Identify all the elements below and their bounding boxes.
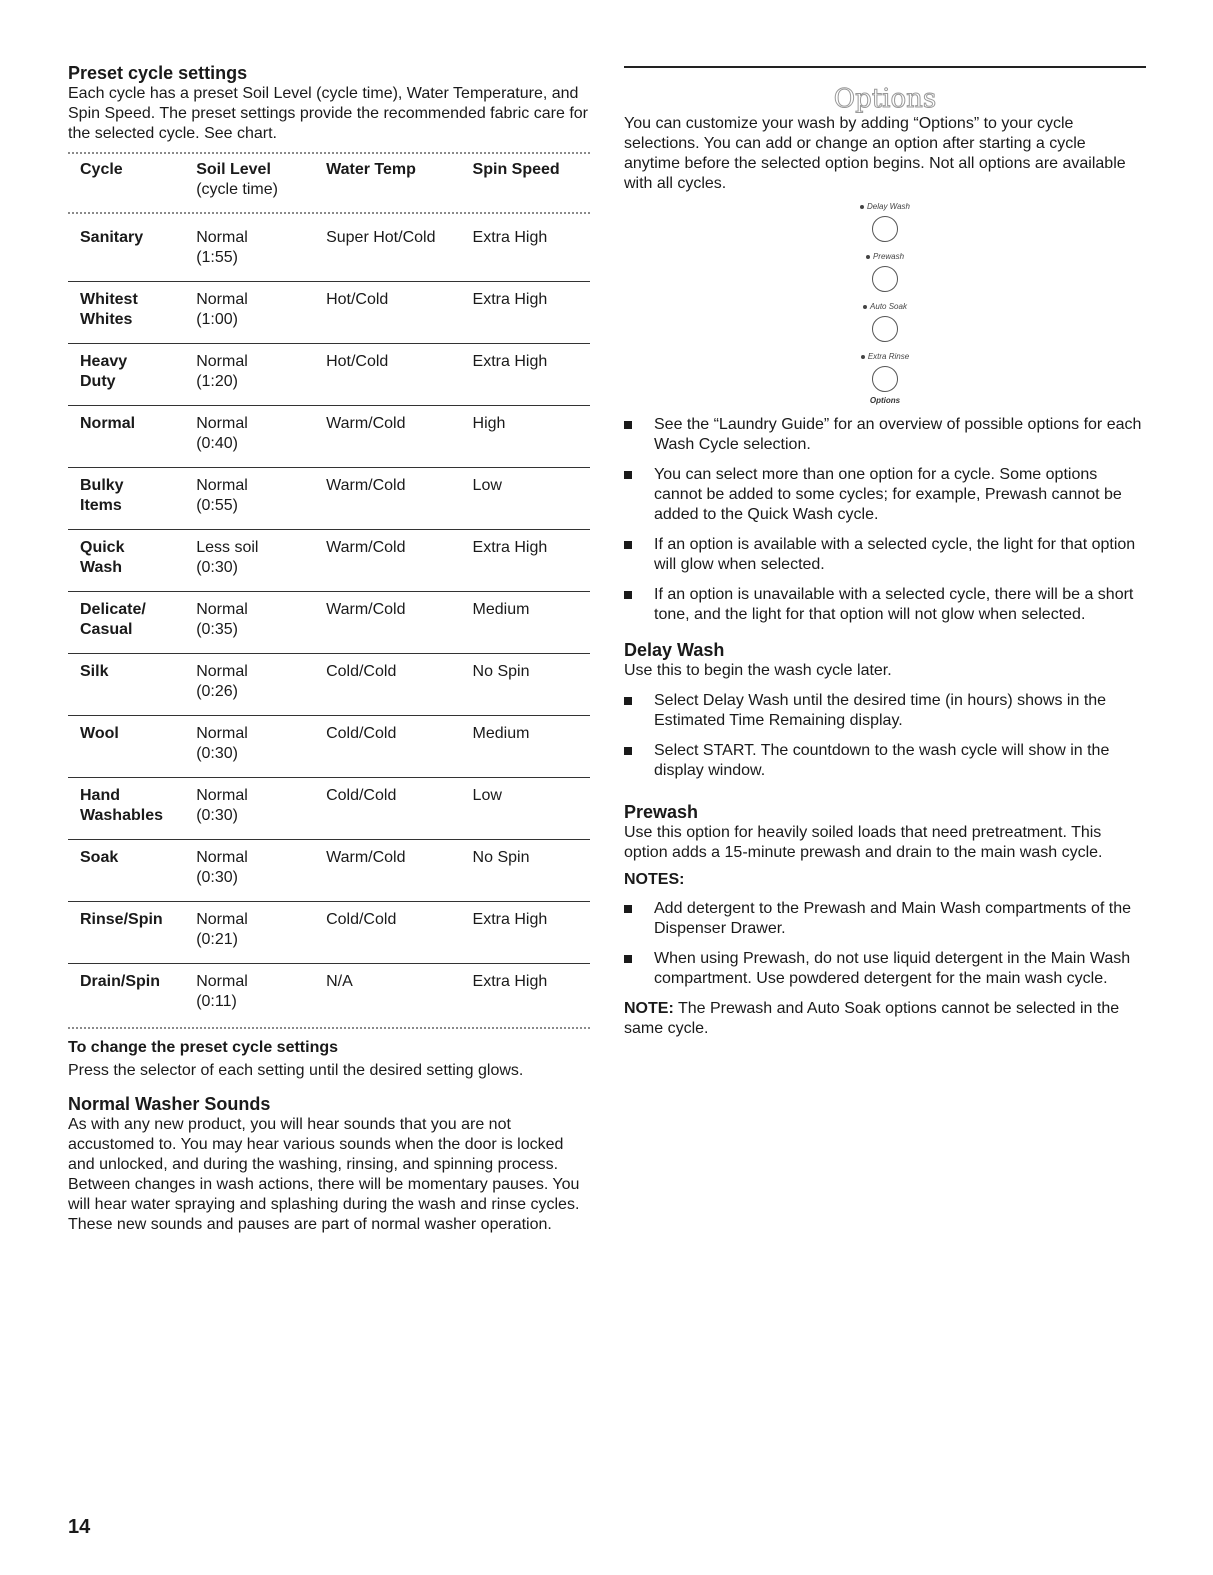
table-header-rule [68, 212, 590, 214]
prewash-note [624, 999, 1146, 1039]
water-cell [326, 352, 472, 405]
table-row [68, 344, 590, 406]
water-cell [326, 228, 472, 281]
soil-cell [196, 538, 326, 591]
cycle-cell-line1: Drain/Spin [80, 973, 161, 990]
soil-cell-line2: (0:55) [196, 497, 238, 514]
water-cell [326, 910, 472, 963]
note-text: The Prewash and Auto Soak options cannot be selected in the same cycle. [624, 1000, 1120, 1037]
left-column [68, 62, 590, 1235]
cycle-cell [80, 538, 196, 591]
spin-cell-line1: No Spin [472, 663, 530, 680]
soil-cell-line1: Normal [196, 291, 248, 308]
soil-cell-line2: (0:40) [196, 435, 238, 452]
table-row [68, 282, 590, 344]
options-panel [825, 202, 945, 405]
cycle-cell-line1: Rinse/Spin [80, 911, 163, 928]
list-item: If an option is available with a selected cycle, the light for that option will glow when selected. [624, 535, 1146, 575]
delay-title: Delay Wash [624, 640, 725, 660]
spin-cell-line1: Extra High [472, 291, 548, 308]
table-row [68, 654, 590, 716]
spin-cell-line1: Extra High [472, 229, 548, 246]
soil-cell-line2: (1:20) [196, 373, 238, 390]
options-intro: You can customize your wash by adding “Options” to your cycle selections. You can add or change an option after starting a cycle anytime before the selected option begins. Not all options are available with all cycles. [624, 115, 1126, 192]
prewash-bullets [624, 899, 1146, 989]
cycle-cell-line2: Items [80, 497, 122, 514]
extra-rinse-button-icon [872, 366, 898, 392]
notes-title: NOTES: [624, 871, 685, 888]
list-item: You can select more than one option for a cycle. Some options cannot be added to some cycles; for example, Prewash cannot be added to the Quick Wash cycle. [624, 465, 1146, 525]
preset-body: Each cycle has a preset Soil Level (cycle time), Water Temperature, and Spin Speed. The preset settings provide the recommended fabric care for the selected cycle. See chart. [68, 85, 588, 142]
soil-cell [196, 972, 326, 1025]
cycle-cell-line2: Duty [80, 373, 116, 390]
header-cycle: Cycle [80, 161, 123, 178]
water-cell [326, 476, 472, 529]
water-cell-line1: Cold/Cold [326, 911, 397, 928]
table-row [68, 902, 590, 964]
header-water: Water Temp [326, 161, 416, 178]
header-soil-sub: (cycle time) [196, 181, 278, 198]
spin-cell [473, 848, 578, 901]
cycle-cell [80, 724, 196, 777]
water-cell-line1: Cold/Cold [326, 725, 397, 742]
water-cell [326, 538, 472, 591]
water-cell-line1: Cold/Cold [326, 787, 397, 804]
cycle-cell [80, 228, 196, 281]
soil-cell-line2: (1:00) [196, 311, 238, 328]
soil-cell-line2: (0:30) [196, 559, 238, 576]
water-cell [326, 724, 472, 777]
spin-cell-line1: Low [472, 477, 502, 494]
sounds-body: As with any new product, you will hear sounds that you are not accustomed to. You may hear various sounds when the door is locked and unlocked, and during the washing, rinsing, and spinning process. Between changes in wash actions, there will be momentary pauses. You will hear water spraying and splashing during the wash and rinse cycles. These new sounds and pauses are part of normal washer operation. [68, 1116, 580, 1233]
table-row [68, 840, 590, 902]
indicator-light-icon [866, 255, 870, 259]
soil-cell-line1: Normal [196, 725, 248, 742]
list-item: Add detergent to the Prewash and Main Wash compartments of the Dispenser Drawer. [624, 899, 1146, 939]
spin-cell-line1: Medium [472, 601, 530, 618]
water-cell [326, 414, 472, 467]
header-soil [196, 160, 326, 212]
cycle-cell-line1: Bulky [80, 477, 124, 494]
soil-cell [196, 600, 326, 653]
spin-cell-line1: Medium [472, 725, 530, 742]
water-cell-line1: Warm/Cold [326, 601, 406, 618]
sounds-title: Normal Washer Sounds [68, 1094, 271, 1114]
cycle-cell [80, 972, 196, 1025]
soil-cell-line2: (0:30) [196, 745, 238, 762]
prewash-body: Use this option for heavily soiled loads that need pretreatment. This option adds a 15-minute prewash and drain to the main wash cycle. [624, 824, 1103, 861]
option-label-delay-wash: Delay Wash [825, 202, 945, 212]
table-bottom-rule [68, 1027, 590, 1029]
table-row [68, 964, 590, 1025]
soil-cell-line1: Normal [196, 415, 248, 432]
option-label-prewash: Prewash [825, 252, 945, 262]
soil-cell [196, 352, 326, 405]
cycle-cell-line1: Delicate/ [80, 601, 146, 618]
water-cell [326, 662, 472, 715]
cycle-cell-line2: Wash [80, 559, 123, 576]
soil-cell-line1: Less soil [196, 539, 259, 556]
delay-bullets [624, 691, 1146, 781]
cycle-table [68, 152, 590, 1029]
options-top-rule [624, 66, 1146, 68]
table-body [68, 220, 590, 1025]
cycle-cell-line1: Soak [80, 849, 119, 866]
soil-cell-line1: Normal [196, 477, 248, 494]
soil-cell [196, 476, 326, 529]
spin-cell [473, 228, 578, 281]
soil-cell-line1: Normal [196, 601, 248, 618]
soil-cell-line1: Normal [196, 229, 248, 246]
soil-cell-line2: (0:30) [196, 869, 238, 886]
cycle-cell [80, 662, 196, 715]
water-cell [326, 848, 472, 901]
cycle-cell-line1: Sanitary [80, 229, 144, 246]
soil-cell-line1: Normal [196, 849, 248, 866]
cycle-cell-line1: Normal [80, 415, 136, 432]
table-row [68, 220, 590, 282]
change-title: To change the preset cycle settings [68, 1039, 339, 1056]
preset-title: Preset cycle settings [68, 63, 248, 83]
table-row [68, 468, 590, 530]
soil-cell [196, 228, 326, 281]
header-spin: Spin Speed [472, 161, 560, 178]
soil-cell-line1: Normal [196, 353, 248, 370]
spin-cell [473, 600, 578, 653]
indicator-light-icon [863, 305, 867, 309]
water-cell-line1: Cold/Cold [326, 663, 397, 680]
soil-cell [196, 290, 326, 343]
option-label-auto-soak: Auto Soak [825, 302, 945, 312]
spin-cell [473, 414, 578, 467]
header-soil-label: Soil Level [196, 161, 271, 178]
cycle-cell [80, 600, 196, 653]
spin-cell [473, 538, 578, 591]
cycle-cell [80, 290, 196, 343]
cycle-cell [80, 786, 196, 839]
cycle-cell [80, 848, 196, 901]
spin-cell-line1: No Spin [472, 849, 530, 866]
spin-cell [473, 972, 578, 1025]
soil-cell-line1: Normal [196, 911, 248, 928]
cycle-cell [80, 352, 196, 405]
options-bullets [624, 415, 1146, 625]
spin-cell [473, 910, 578, 963]
list-item: See the “Laundry Guide” for an overview of possible options for each Wash Cycle selection. [624, 415, 1146, 455]
soil-cell [196, 848, 326, 901]
spin-cell [473, 724, 578, 777]
list-item: Select START. The countdown to the wash cycle will show in the display window. [624, 741, 1146, 781]
table-row [68, 530, 590, 592]
soil-cell-line2: (1:55) [196, 249, 238, 266]
cycle-cell-line2: Casual [80, 621, 133, 638]
list-item: Select Delay Wash until the desired time (in hours) shows in the Estimated Time Remaining display. [624, 691, 1146, 731]
water-cell [326, 972, 472, 1025]
table-row [68, 406, 590, 468]
note-label: NOTE: [624, 1000, 674, 1017]
cycle-cell [80, 476, 196, 529]
list-item: When using Prewash, do not use liquid detergent in the Main Wash compartment. Use powdered detergent for the main wash cycle. [624, 949, 1146, 989]
spin-cell-line1: Extra High [472, 911, 548, 928]
delay-wash-button-icon [872, 216, 898, 242]
spin-cell [473, 662, 578, 715]
spin-cell [473, 786, 578, 839]
page-number: 14 [68, 1516, 91, 1538]
cycle-cell-line1: Silk [80, 663, 109, 680]
water-cell-line1: Hot/Cold [326, 291, 389, 308]
spin-cell-line1: High [472, 415, 506, 432]
soil-cell [196, 414, 326, 467]
soil-cell-line2: (0:35) [196, 621, 238, 638]
soil-cell-line1: Normal [196, 663, 248, 680]
spin-cell-line1: Extra High [472, 539, 548, 556]
table-row [68, 778, 590, 840]
water-cell-line1: N/A [326, 973, 353, 990]
water-cell-line1: Warm/Cold [326, 415, 406, 432]
soil-cell [196, 910, 326, 963]
soil-cell-line2: (0:21) [196, 931, 238, 948]
water-cell [326, 290, 472, 343]
soil-cell-line1: Normal [196, 973, 248, 990]
water-cell-line1: Warm/Cold [326, 539, 406, 556]
spin-cell-line1: Low [472, 787, 502, 804]
cycle-cell-line2: Washables [80, 807, 163, 824]
cycle-cell-line1: Heavy [80, 353, 128, 370]
indicator-light-icon [860, 205, 864, 209]
cycle-cell [80, 414, 196, 467]
soil-cell [196, 662, 326, 715]
right-column [624, 66, 1146, 1039]
cycle-cell [80, 910, 196, 963]
spin-cell-line1: Extra High [472, 973, 548, 990]
table-header [68, 154, 590, 212]
prewash-title: Prewash [624, 802, 699, 822]
prewash-button-icon [872, 266, 898, 292]
spin-cell [473, 352, 578, 405]
options-panel-caption: Options [869, 396, 901, 405]
delay-body: Use this to begin the wash cycle later. [624, 662, 892, 679]
cycle-cell-line1: Wool [80, 725, 119, 742]
soil-cell-line2: (0:11) [196, 993, 237, 1010]
water-cell-line1: Super Hot/Cold [326, 229, 436, 246]
change-body: Press the selector of each setting until the desired setting glows. [68, 1062, 524, 1079]
cycle-cell-line1: Quick [80, 539, 125, 556]
table-row [68, 716, 590, 778]
spin-cell [473, 290, 578, 343]
cycle-cell-line2: Whites [80, 311, 133, 328]
option-label-extra-rinse: Extra Rinse [825, 352, 945, 362]
soil-cell [196, 724, 326, 777]
water-cell-line1: Hot/Cold [326, 353, 389, 370]
cycle-cell-line1: Hand [80, 787, 120, 804]
list-item: If an option is unavailable with a selected cycle, there will be a short tone, and the light for that option will not glow when selected. [624, 585, 1146, 625]
water-cell-line1: Warm/Cold [326, 849, 406, 866]
water-cell [326, 600, 472, 653]
soil-cell-line1: Normal [196, 787, 248, 804]
water-cell-line1: Warm/Cold [326, 477, 406, 494]
table-row [68, 592, 590, 654]
soil-cell-line2: (0:30) [196, 807, 238, 824]
cycle-cell-line1: Whitest [80, 291, 138, 308]
options-title: Options [833, 84, 937, 114]
auto-soak-button-icon [872, 316, 898, 342]
indicator-light-icon [861, 355, 865, 359]
spin-cell-line1: Extra High [472, 353, 548, 370]
soil-cell-line2: (0:26) [196, 683, 238, 700]
soil-cell [196, 786, 326, 839]
spin-cell [473, 476, 578, 529]
water-cell [326, 786, 472, 839]
